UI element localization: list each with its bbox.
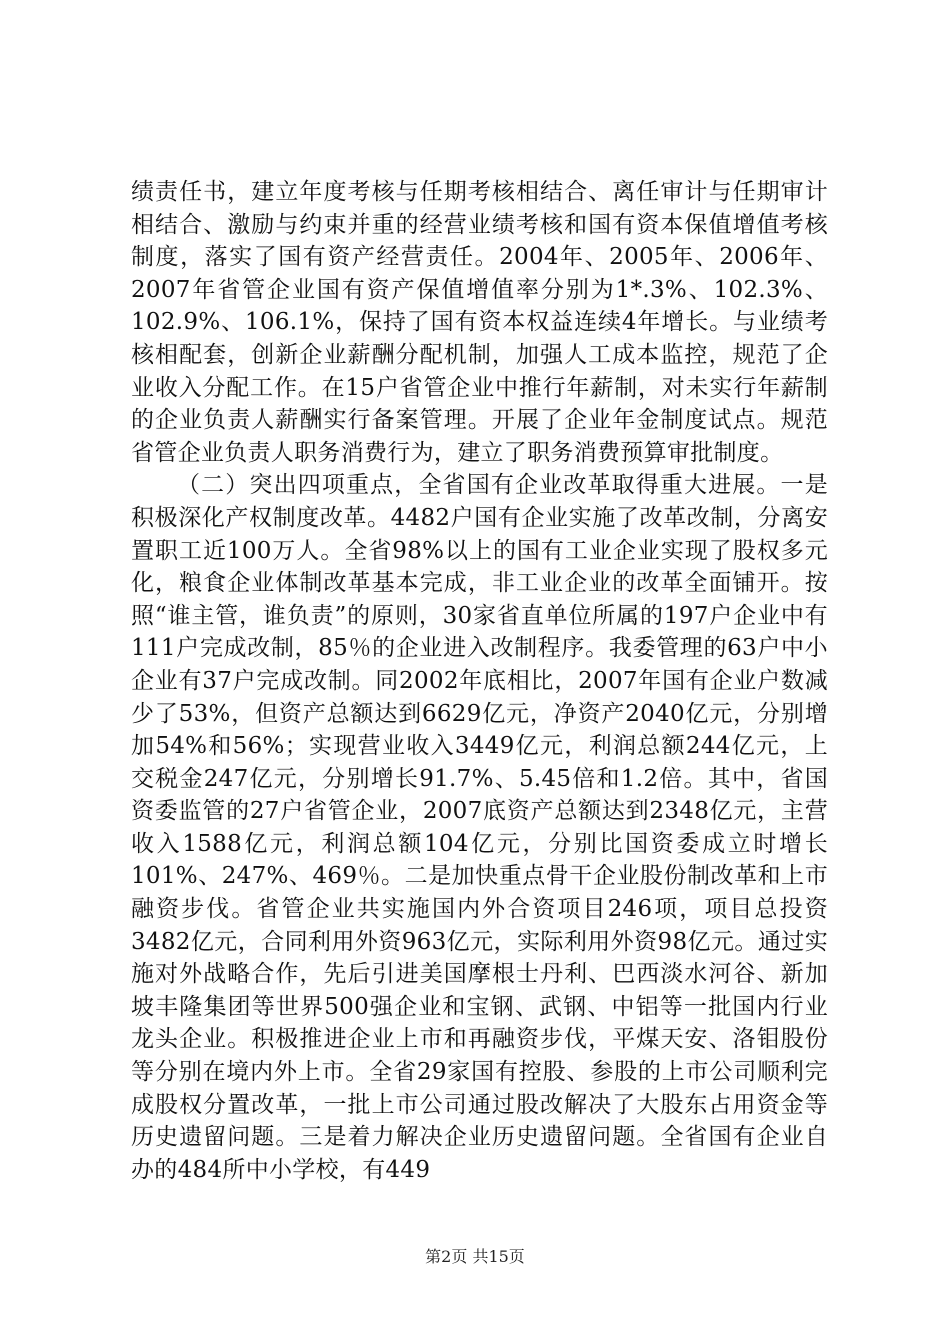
page-footer: 第2页 共15页	[425, 1247, 525, 1266]
document-body	[131, 176, 828, 1186]
paragraph-2: （二）突出四项重点，全省国有企业改革取得重大进展。一是积极深化产权制度改革。4482户国有企业实施了改革改制，分离安置职工近100万人。全省98%以上的国有工业企业实现了股权多元化，粮食企业体制改革基本完成，非工业企业的改革全面铺开。按照“谁主管，谁负责”的原则，30家省直单位所属的197户企业中有111户完成改制，85％的企业进入改制程序。我委管理的63户中小企业有37户完成改制。同2002年底相比，2007年国有企业户数减少了53%，但资产总额达到6629亿元，净资产2040亿元，分别增加54%和56%；实现营业收入3449亿元，利润总额244亿元，上交税金247亿元，分别增长91.7%、5.45倍和1.2倍。其中，省国资委监管的27户省管企业，2007底资产总额达到2348亿元，主营收入1588亿元，利润总额104亿元，分别比国资委成立时增长101%、247%、469％。二是加快重点骨干企业股份制改革和上市融资步伐。省管企业共实施国内外合资项目246项，项目总投资3482亿元，合同利用外资963亿元，实际利用外资98亿元。通过实施对外战略合作，先后引进美国摩根士丹利、巴西淡水河谷、新加坡丰隆集团等世界500强企业和宝钢、武钢、中铝等一批国内行业龙头企业。积极推进企业上市和再融资步伐，平煤天安、洛钼股份等分别在境内外上市。全省29家国有控股、参股的上市公司顺利完成股权分置改革，一批上市公司通过股改解决了大股东占用资金等历史遗留问题。三是着力解决企业历史遗留问题。全省国有企业自办的484所中小学校，有449	[131, 472, 828, 1183]
paragraph-1: 绩责任书，建立年度考核与任期考核相结合、离任审计与任期审计相结合、激励与约束并重的经营业绩考核和国有资本保值增值考核制度，落实了国有资产经营责任。2004年、2005年、2006年、2007年省管企业国有资产保值增值率分别为1*.3%、102.3%、102.9%、106.1%，保持了国有资本权益连续4年增长。与业绩考核相配套，创新企业薪酬分配机制，加强人工成本监控，规范了企业收入分配工作。在15户省管企业中推行年薪制，对未实行年薪制的企业负责人薪酬实行备案管理。开展了企业年金制度试点。规范省管企业负责人职务消费行为，建立了职务消费预算审批制度。	[131, 179, 828, 466]
